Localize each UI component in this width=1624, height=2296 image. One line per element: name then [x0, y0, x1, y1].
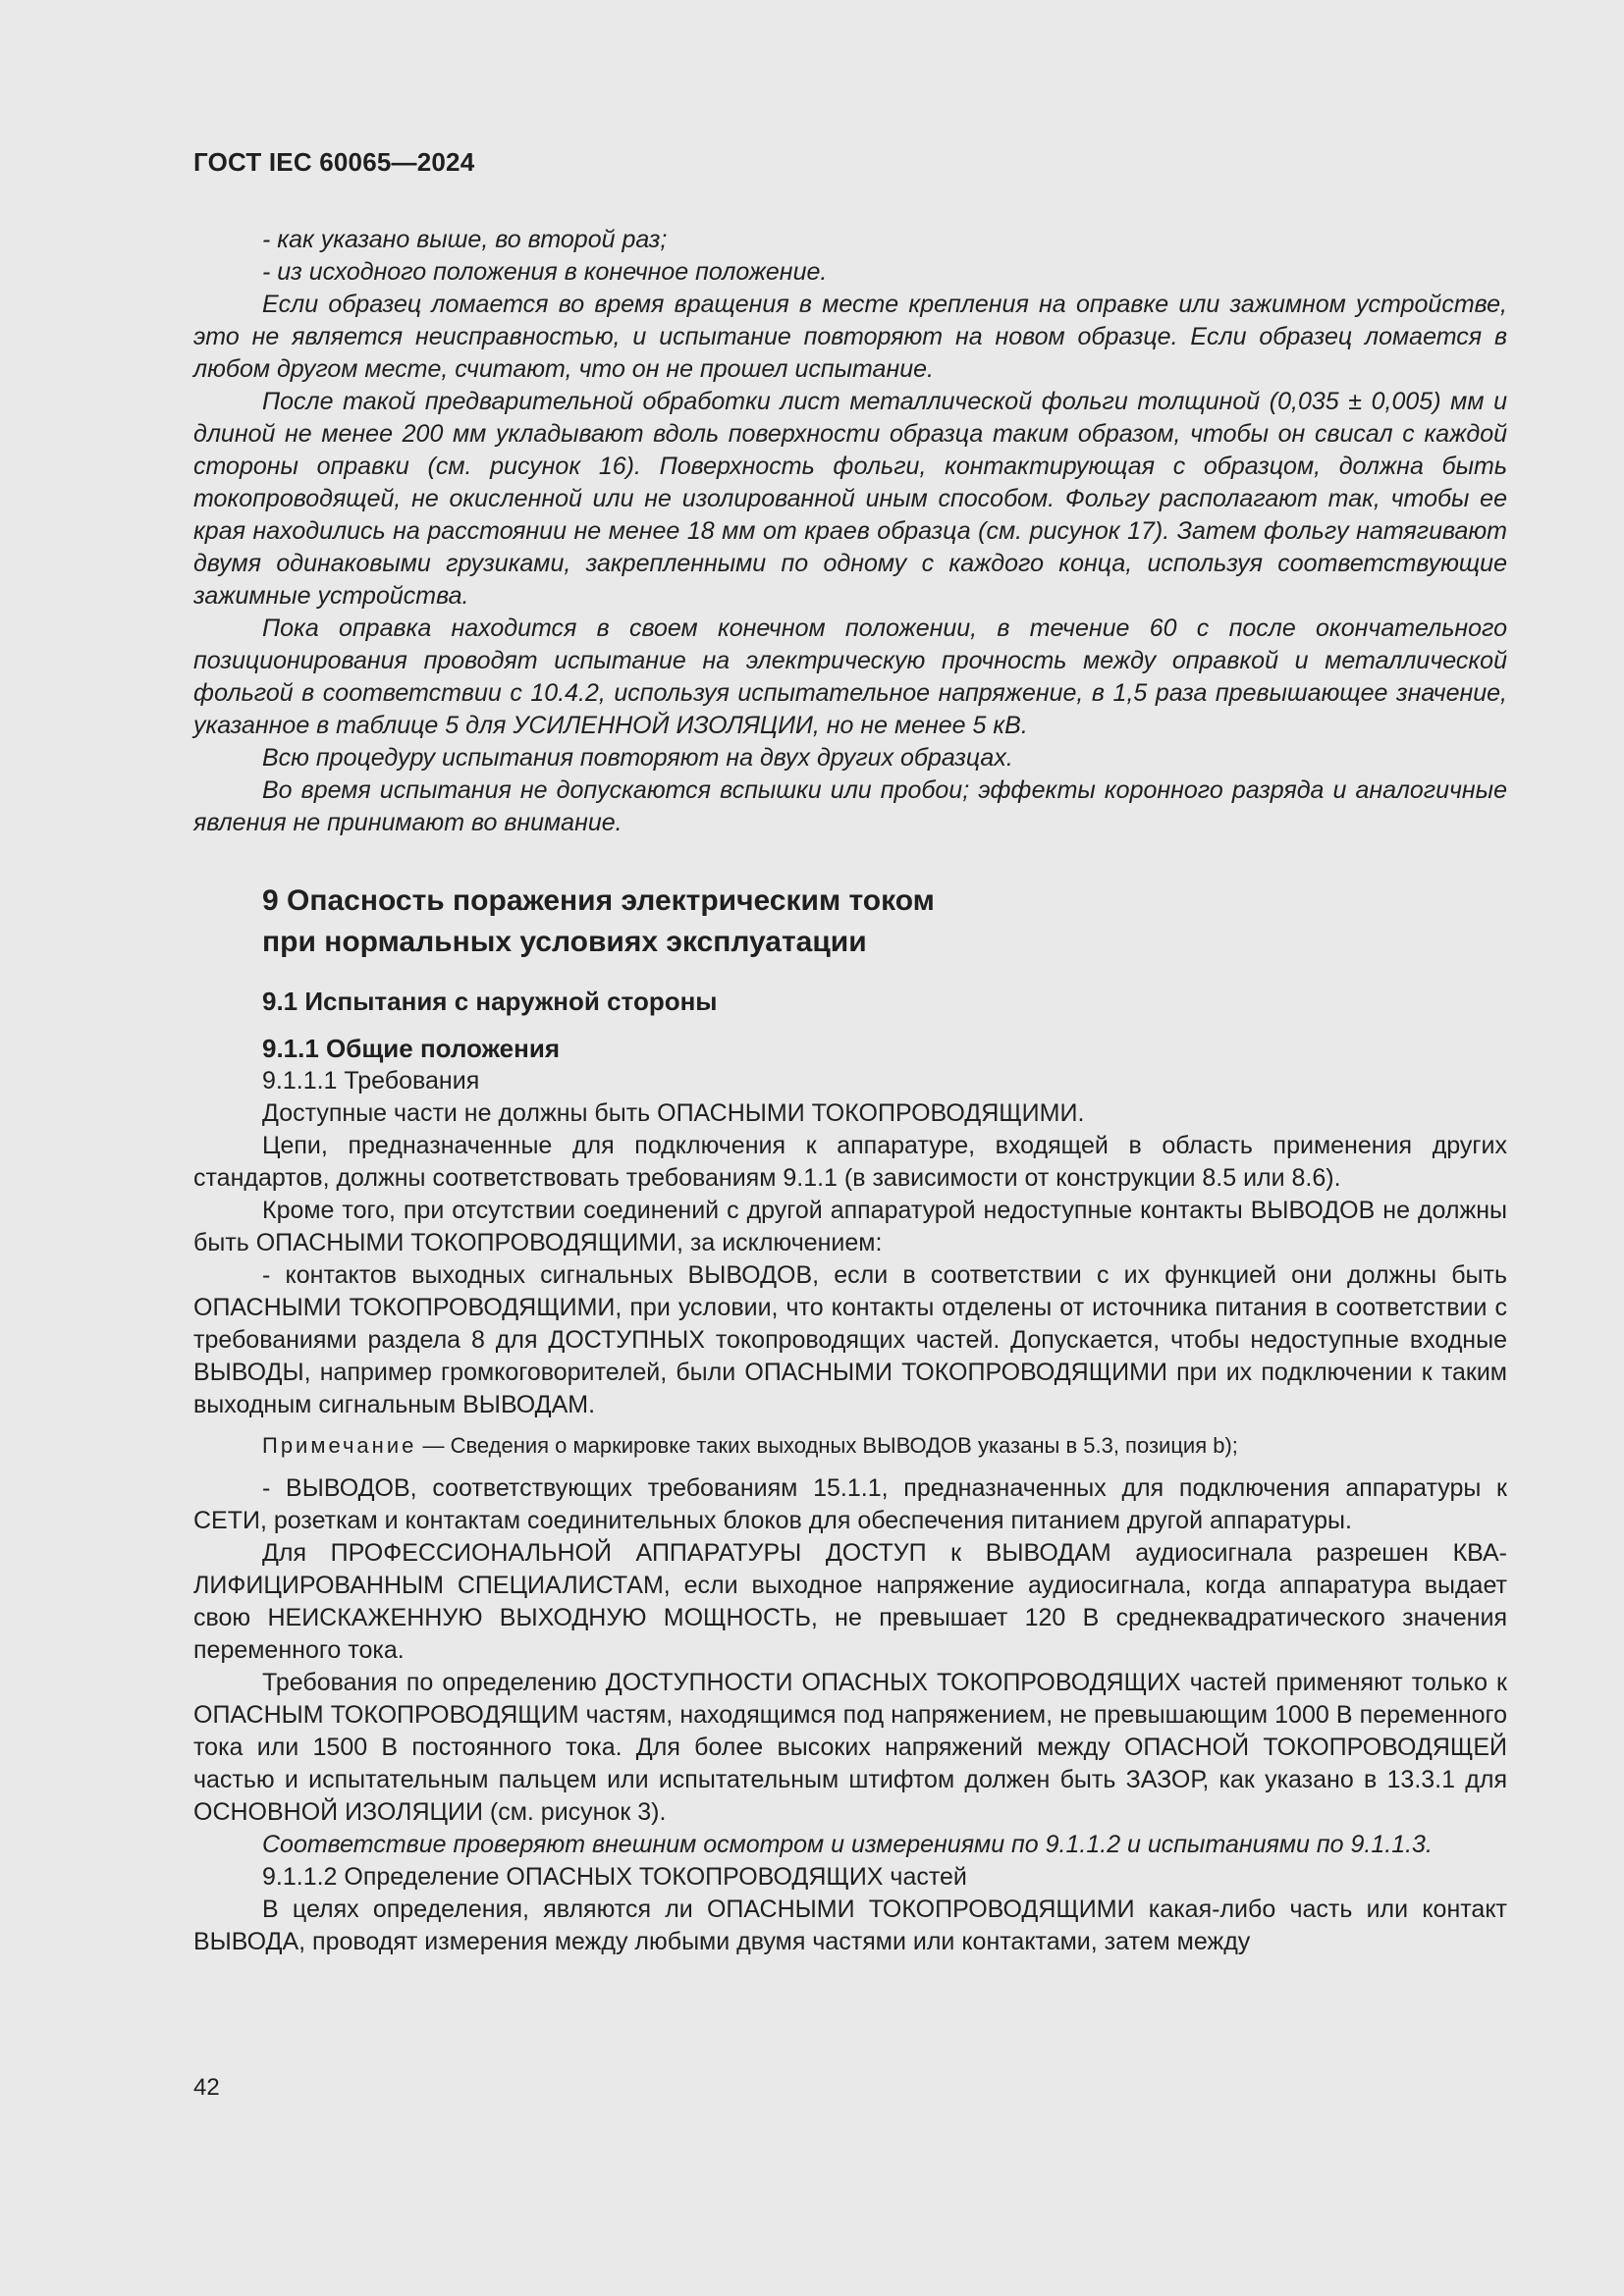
paragraph: Всю процедуру испытания повторяют на двух других образцах. — [262, 744, 1013, 772]
subsubsection-heading: 9.1.1 Общие положения — [262, 1034, 560, 1063]
paragraph: Цепи, предназначенные для подключения к аппаратуре, входящей в область применения других стандартов, должны соответствовать требованиям 9.1.1 (в зависимости от конструкции 8.5 или 8.6). — [193, 1132, 1507, 1192]
paragraph: - контактов выходных сигнальных ВЫВОДОВ, если в соответствии с их функцией они должны быть ОПАСНЫМИ ТОКОПРОВОДЯЩИМИ, при условии, что контакты отделены от источника питания в соответствии с требованиями раздела 8 для ДОСТУПНЫХ токопроводящих частей. Допускается, чтобы недоступные входные ВЫВОДЫ, например громкоговорителей, были ОПАСНЫМИ ТОКОПРОВОДЯЩИМИ при их подключении к таким выходным сигнальным ВЫВОДАМ. — [193, 1261, 1507, 1418]
note-label: Примечание — [262, 1433, 417, 1458]
section-heading-line: при нормальных условиях эксплуатации — [262, 926, 867, 958]
note-text: — Сведения о маркировке таких выходных ВЫВОДОВ указаны в 5.3, позиция b); — [416, 1433, 1238, 1458]
page-number: 42 — [193, 2074, 220, 2101]
paragraph: Если образец ломается во время вращения в месте крепления на оправке или зажимном устройстве, это не является неисправностью, и испытание повторяют на новом образце. Если образец ломается в любом другом месте, считают, что он не прошел испытание. — [193, 291, 1507, 383]
page-content — [193, 224, 1507, 1958]
section-heading-line: 9 Опасность поражения электрическим током — [262, 884, 935, 917]
clause-title: 9.1.1.1 Требования — [262, 1067, 480, 1095]
paragraph: Во время испытания не допускаются вспышки или пробои; эффекты коронного разряда и аналогичные явления не принимают во внимание. — [193, 776, 1507, 836]
paragraph: Требования по определению ДОСТУПНОСТИ ОПАСНЫХ ТОКОПРОВОДЯЩИХ частей применяют только к ОПАСНЫМ ТОКОПРОВОДЯЩИМ частям, находящимся под напряжением, не превышающим 1000 В переменного тока или 1500 В постоянного тока. Для более высоких напряжений между ОПАСНОЙ ТОКОПРОВОДЯЩЕЙ частью и испытательным пальцем или испытательным штифтом должен быть ЗАЗОР, как указано в 13.3.1 для ОСНОВНОЙ ИЗОЛЯЦИИ (см. рисунок 3). — [193, 1669, 1507, 1826]
list-item: - из исходного положения в конечное положение. — [262, 258, 828, 286]
document-header: ГОСТ IEC 60065—2024 — [193, 147, 475, 177]
paragraph: Кроме того, при отсутствии соединений с другой аппаратурой недоступные контакты ВЫВОДОВ не должны быть ОПАСНЫМИ ТОКОПРОВОДЯЩИМИ, за исключением: — [193, 1197, 1507, 1256]
paragraph: Доступные части не должны быть ОПАСНЫМИ ТОКОПРОВОДЯЩИМИ. — [262, 1099, 1085, 1127]
section-heading — [262, 881, 1507, 963]
paragraph: - ВЫВОДОВ, соответствующих требованиям 15.1.1, предназначенных для подключения аппаратуры к СЕТИ, розеткам и контактам соединительных блоков для обеспечения питанием другой аппаратуры. — [193, 1474, 1507, 1534]
paragraph: После такой предварительной обработки лист металлической фольги толщиной (0,035 ± 0,005) мм и длиной не менее 200 мм укладывают вдоль поверхности образца таким образом, чтобы он свисал с каждой стороны оправки (см. рисунок 16). Поверхность фольги, контактирующая с образцом, должна быть токопроводящей, не окисленной или не изолированной иным способом. Фольгу располагают так, чтобы ее края находились на расстоянии не менее 18 мм от краев образца (см. рисунок 17). Затем фольгу натягивают двумя одинаковыми грузиками, закрепленными по одному с каждого конца, используя соответствующие зажимные устройства. — [193, 388, 1507, 610]
paragraph: Соответствие проверяют внешним осмотром и измерениями по 9.1.1.2 и испытаниями по 9.1.1.3. — [262, 1831, 1433, 1858]
paragraph: Для ПРОФЕССИОНАЛЬНОЙ АППАРАТУРЫ ДОСТУП к ВЫВОДАМ аудиосигнала разрешен КВАЛИФИЦИРОВАННЫМ СПЕЦИАЛИСТАМ, если выходное напряжение аудиосигнала, когда аппаратура выдает свою НЕИСКАЖЕННУЮ ВЫХОДНУЮ МОЩНОСТЬ, не превышает 120 В среднеквадратического значения переменного тока. — [193, 1539, 1507, 1664]
paragraph: В целях определения, являются ли ОПАСНЫМИ ТОКОПРОВОДЯЩИМИ какая-либо часть или контакт ВЫВОДА, проводят измерения между любыми двумя частями или контактами, затем между — [193, 1896, 1507, 1955]
clause-title: 9.1.1.2 Определение ОПАСНЫХ ТОКОПРОВОДЯЩИХ частей — [262, 1863, 967, 1891]
paragraph: Пока оправка находится в своем конечном положении, в течение 60 с после окончательного позиционирования проводят испытание на электрическую прочность между оправкой и металлической фольгой в соответствии с 10.4.2, используя испытательное напряжение, в 1,5 раза превышающее значение, указанное в таблице 5 для УСИЛЕННОЙ ИЗОЛЯЦИИ, но не менее 5 кВ. — [193, 614, 1507, 739]
list-item: - как указано выше, во второй раз; — [262, 226, 668, 253]
note — [193, 1431, 1507, 1461]
subsection-heading: 9.1 Испытания с наружной стороны — [262, 987, 718, 1016]
